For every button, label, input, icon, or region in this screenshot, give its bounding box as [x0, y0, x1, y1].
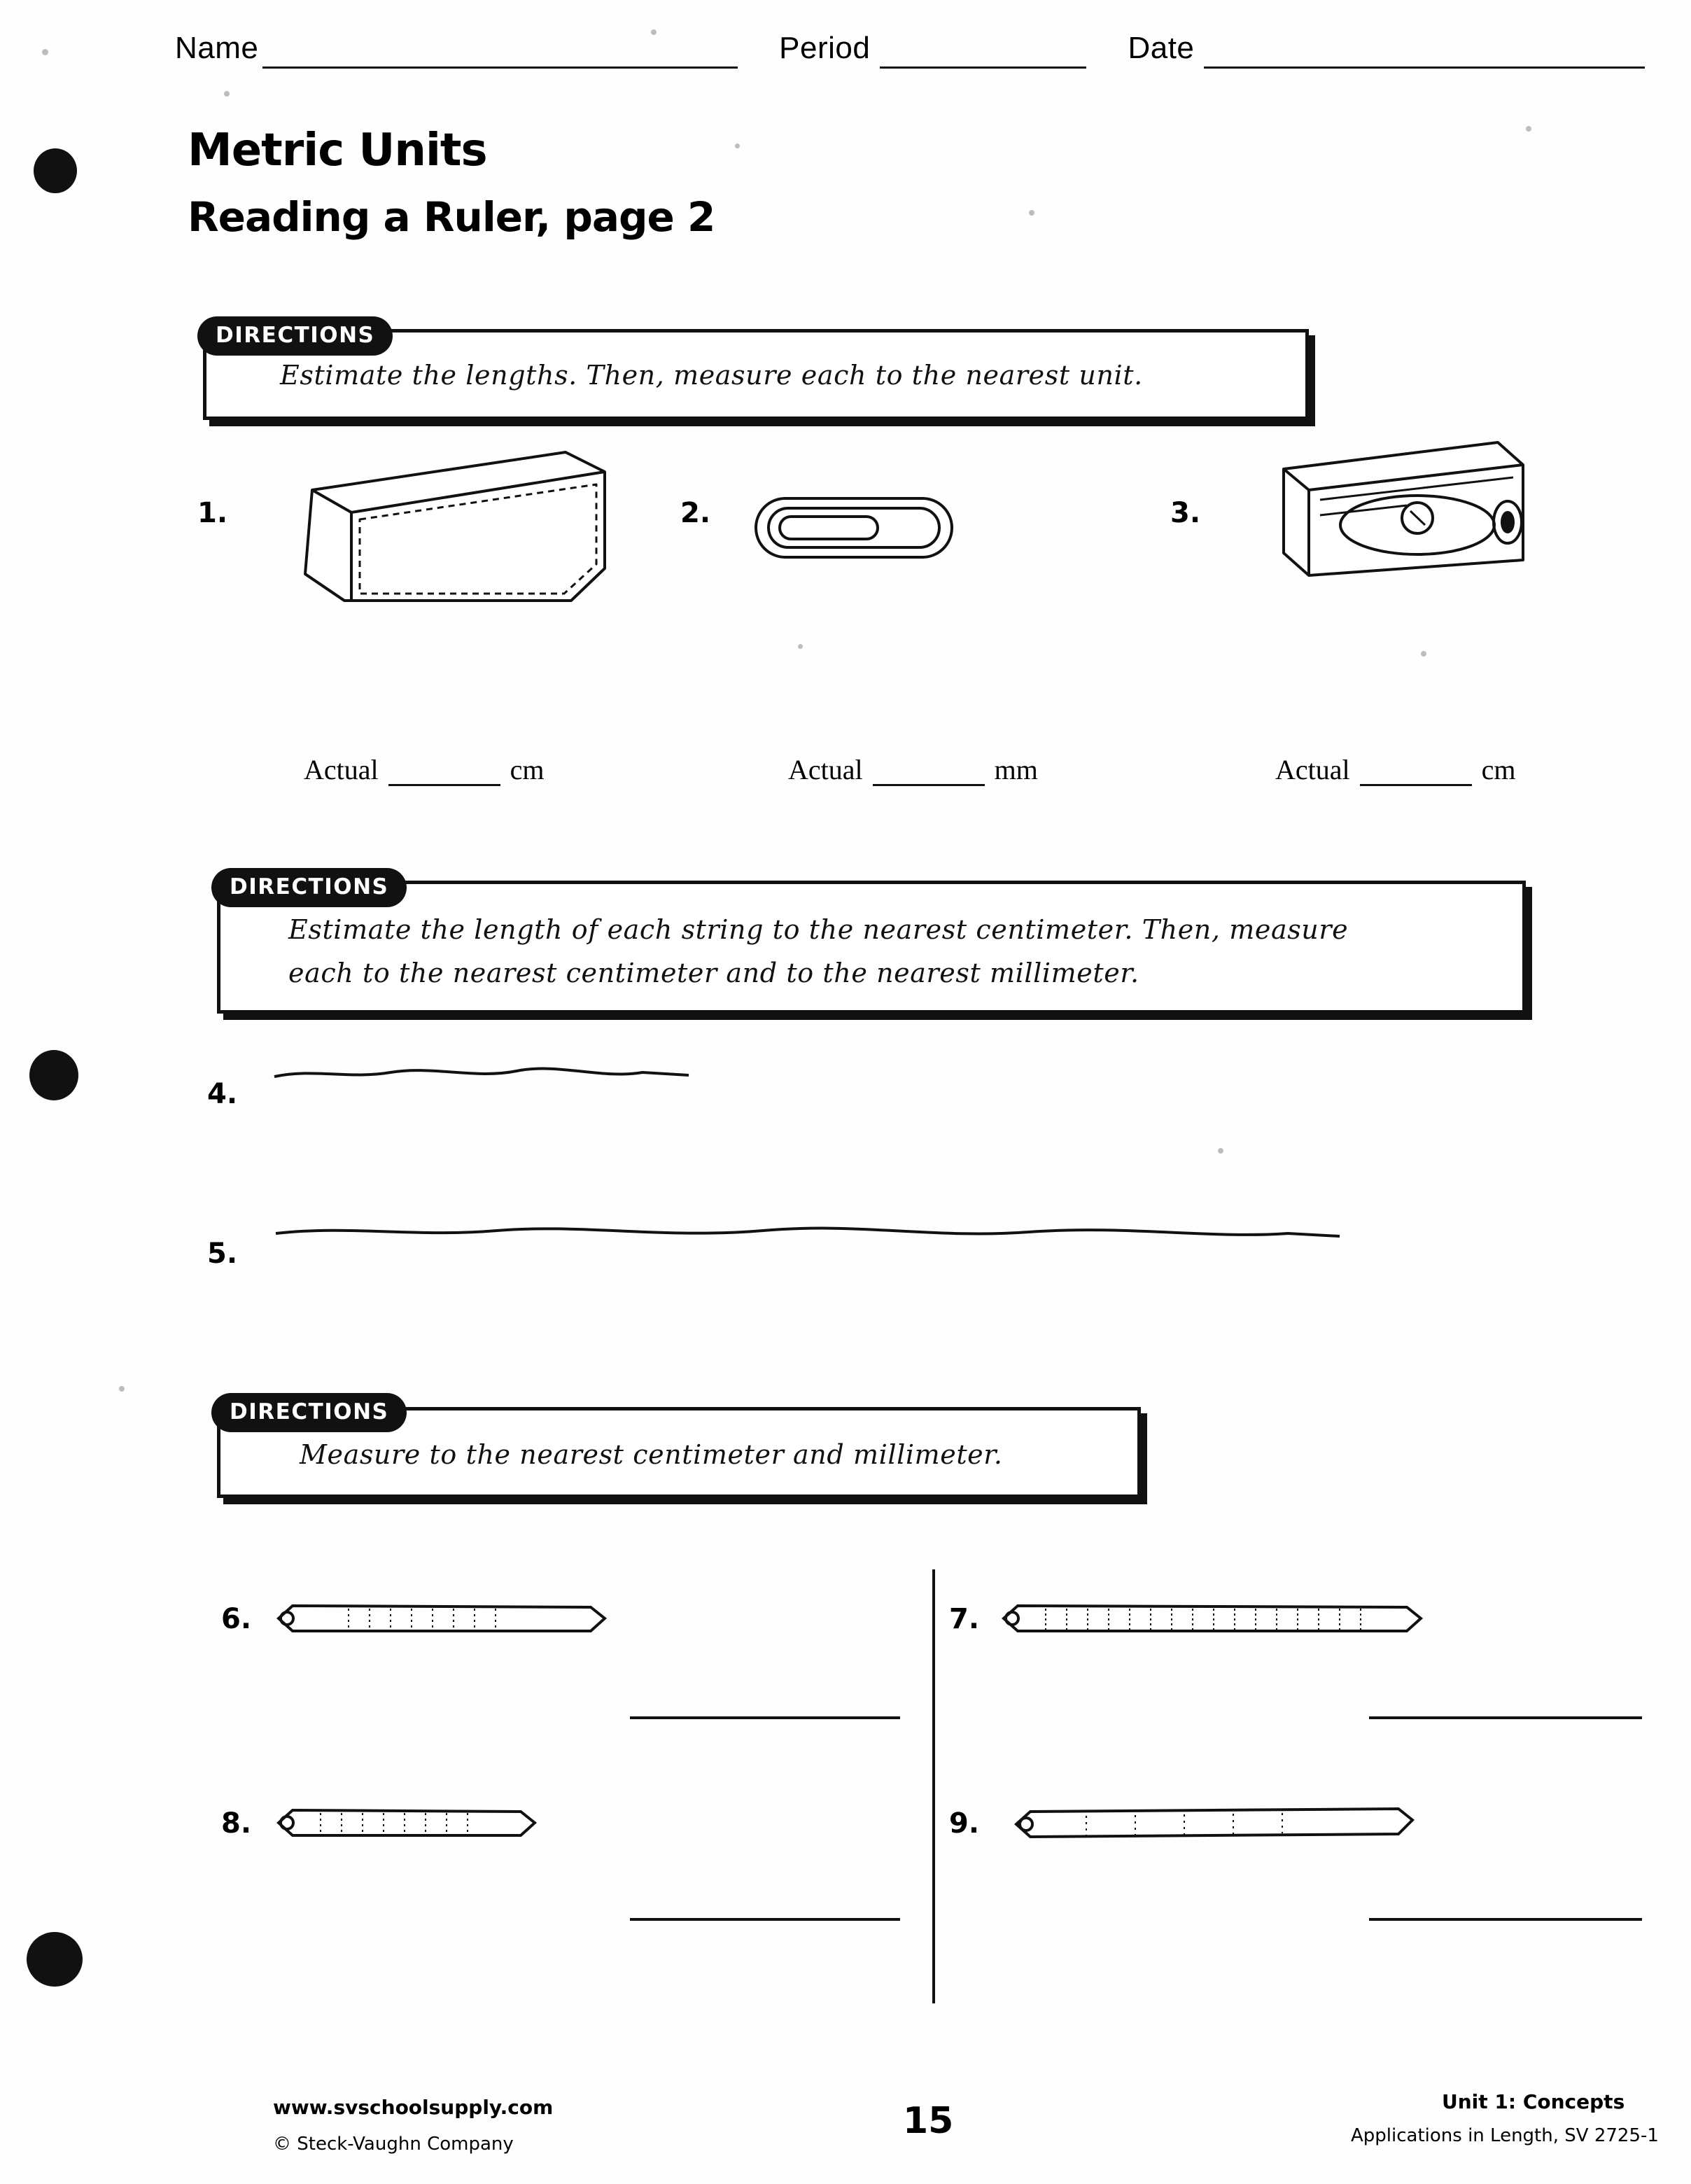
speckle — [1218, 1148, 1223, 1154]
actual-label-3: Actual — [1275, 754, 1350, 785]
footer-website: www.svschoolsupply.com — [273, 2096, 554, 2119]
string-icon — [273, 1215, 1351, 1250]
item-number-7: 7. — [949, 1603, 980, 1635]
name-label: Name — [175, 31, 259, 65]
item-number-9: 9. — [949, 1807, 980, 1840]
pencil-icon — [990, 1596, 1431, 1641]
item-number-1: 1. — [197, 497, 228, 529]
actual-answer-3[interactable] — [1275, 753, 1516, 786]
date-input[interactable] — [1204, 36, 1645, 69]
directions-tag-2: DIRECTIONS — [211, 868, 407, 907]
answer-blank-7[interactable] — [1369, 1716, 1642, 1719]
footer-copyright: © Steck-Vaughn Company — [273, 2134, 514, 2155]
actual-label-2: Actual — [788, 754, 863, 785]
student-info-header — [175, 20, 1645, 69]
footer-unit: Unit 1: Concepts — [1442, 2090, 1625, 2113]
actual-blank-1[interactable] — [388, 763, 500, 786]
directions-text-1: Estimate the lengths. Then, measure each to the nearest unit. — [280, 360, 1143, 391]
actual-unit-3: cm — [1481, 754, 1516, 785]
speckle — [735, 144, 740, 148]
binder-hole-middle — [29, 1050, 78, 1100]
paperclip-icon — [749, 490, 959, 567]
speckle — [1421, 651, 1426, 657]
page-subtitle: Reading a Ruler, page 2 — [188, 193, 715, 241]
pencil-icon — [265, 1596, 615, 1641]
page-title: Metric Units — [188, 125, 487, 176]
actual-answer-2[interactable] — [788, 753, 1038, 786]
directions-text-3: Measure to the nearest centimeter and millimeter. — [300, 1439, 1003, 1470]
answer-blank-9[interactable] — [1369, 1918, 1642, 1921]
item-number-3: 3. — [1170, 497, 1201, 529]
binder-hole-top — [34, 148, 77, 193]
actual-answer-1[interactable] — [304, 753, 545, 786]
actual-label-1: Actual — [304, 754, 379, 785]
item-number-8: 8. — [221, 1807, 252, 1840]
binder-hole-bottom — [27, 1932, 83, 1987]
speckle — [224, 91, 230, 97]
period-label: Period — [779, 31, 871, 65]
eraser-icon — [277, 435, 627, 617]
actual-unit-2: mm — [994, 754, 1038, 785]
period-input[interactable] — [880, 36, 1086, 69]
answer-blank-6[interactable] — [630, 1716, 900, 1719]
name-input[interactable] — [262, 36, 738, 69]
column-divider — [932, 1569, 935, 2003]
actual-unit-1: cm — [510, 754, 545, 785]
speckle — [119, 1386, 125, 1392]
pencil-icon — [265, 1800, 545, 1845]
item-number-2: 2. — [680, 497, 711, 529]
speckle — [42, 49, 48, 55]
actual-blank-3[interactable] — [1360, 763, 1472, 786]
string-icon — [272, 1056, 706, 1091]
date-label: Date — [1128, 31, 1195, 65]
directions-text-2-line2: each to the nearest centimeter and to the nearest millimeter. — [288, 958, 1139, 988]
directions-tag-3: DIRECTIONS — [211, 1393, 407, 1432]
directions-tag-1: DIRECTIONS — [197, 316, 393, 356]
directions-text-2-line1: Estimate the length of each string to the nearest centimeter. Then, measure — [288, 914, 1349, 945]
pencil-icon — [1002, 1800, 1422, 1845]
item-number-4: 4. — [207, 1078, 238, 1110]
pencil-sharpener-icon — [1267, 433, 1533, 587]
page-number: 15 — [903, 2100, 954, 2142]
item-number-5: 5. — [207, 1238, 238, 1270]
actual-blank-2[interactable] — [873, 763, 985, 786]
answer-blank-8[interactable] — [630, 1918, 900, 1921]
speckle — [798, 644, 803, 649]
speckle — [1029, 210, 1034, 216]
speckle — [1526, 126, 1531, 132]
item-number-6: 6. — [221, 1603, 252, 1635]
footer-source: Applications in Length, SV 2725-1 — [1351, 2125, 1659, 2146]
